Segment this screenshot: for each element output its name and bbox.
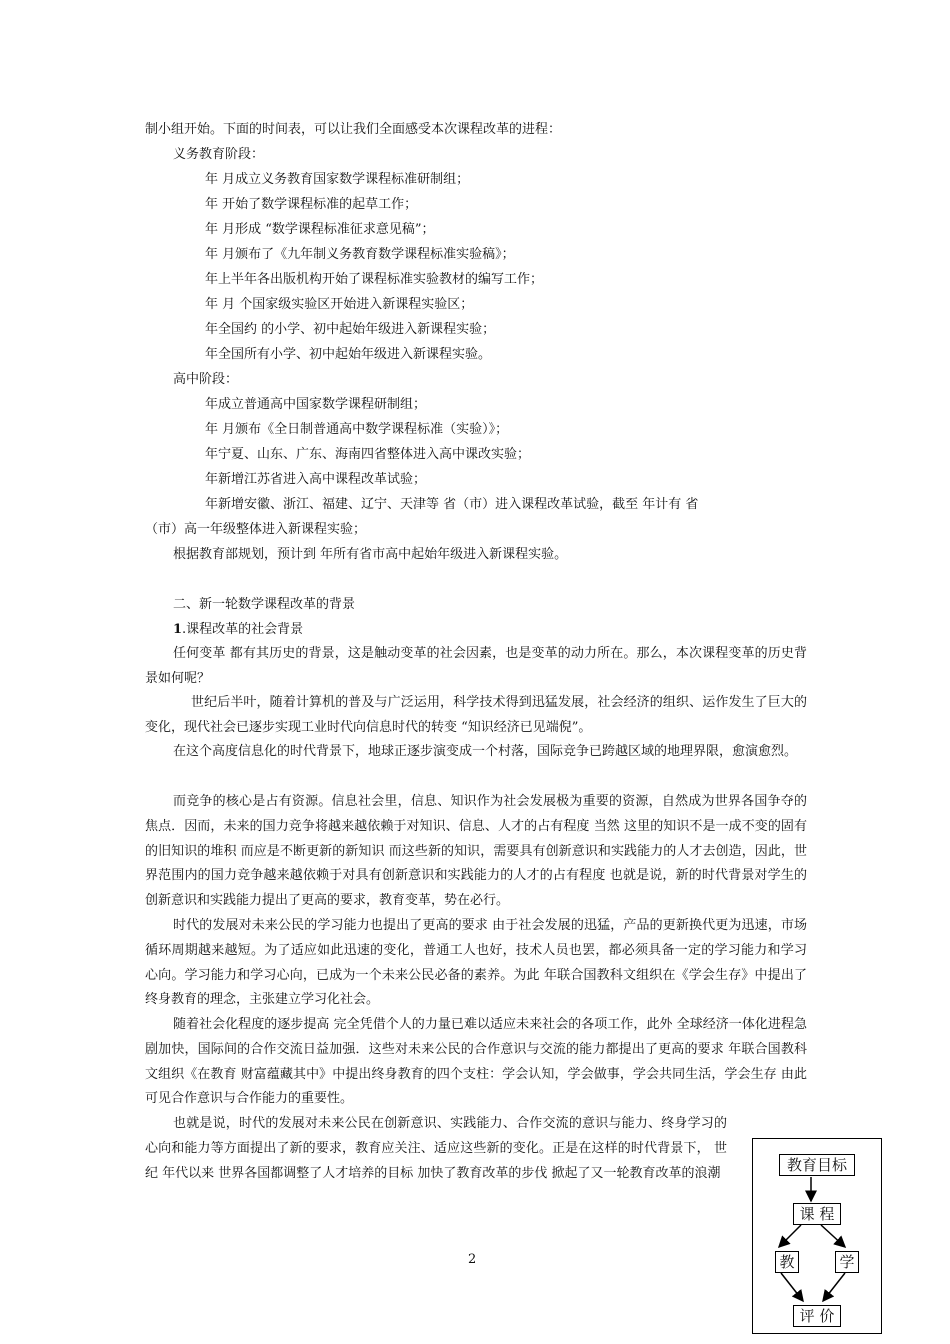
education-cycle-diagram xyxy=(752,1138,882,1334)
timeline-item: 年全国所有小学、初中起始年级进入新课程实验。 xyxy=(205,347,492,362)
timeline-item: 年宁夏、山东、广东、海南四省整体进入高中课改实验； xyxy=(205,447,531,462)
subsection-number: 1 xyxy=(173,622,183,637)
paragraph: 世纪后半叶，随着计算机的普及与广泛运用，科学技术得到迅猛发展，社会经济的组织、运作发生了巨大的变化，现代社会已逐步实现工业时代向信息时代的转变 “知识经济已见端倪”。 xyxy=(145,695,807,735)
timeline-item: 年 月成立义务教育国家数学课程标准研制组； xyxy=(205,172,470,187)
paragraph: 也就是说，时代的发展对未来公民在创新意识、实践能力、合作交流的意识与能力、终身学习的心向和能力等方面提出了新的要求，教育应关注、适应这些新的变化。正是在这样的时代背景下， 世纪 年代以来 世界各国都调整了人才培养的目标 加快了教育改革的步伐 掀起了又一轮教育改革的浪潮 xyxy=(145,1116,727,1181)
stage-heading-highschool: 高中阶段： xyxy=(173,372,239,387)
timeline-item: 年 开始了数学课程标准的起草工作； xyxy=(205,197,418,212)
timeline-item: 年全国约 的小学、初中起始年级进入新课程实验； xyxy=(205,322,496,337)
section-title: 二、新一轮数学课程改革的背景 xyxy=(173,597,356,612)
node-teach: 教 xyxy=(775,1251,799,1273)
timeline-item: 年 月形成 “数学课程标准征求意见稿”； xyxy=(205,222,435,237)
paragraph: 随着社会化程度的逐步提高 完全凭借个人的力量已难以适应未来社会的各项工作，此外 全球经济一体化进程急剧加快，国际间的合作交流日益加强．这些对未来公民的合作意识与交流的能力都提出了更高的要求 年联合国教科文组织《在教育 财富蕴藏其中》中提出终身教育的四个支柱：学会认知，学会做事，学会共同生活，学会生存 由此可见合作意识与合作能力的重要性。 xyxy=(145,1017,807,1107)
node-evaluation: 评 价 xyxy=(793,1305,841,1327)
text-line: 制小组开始。下面的时间表，可以让我们全面感受本次课程改革的进程： xyxy=(145,122,562,137)
paragraph: 时代的发展对未来公民的学习能力也提出了更高的要求 由于社会发展的迅猛，产品的更新换代更为迅速，市场循环周期越来越短。为了适应如此迅速的变化，普通工人也好，技术人员也罢，都必须具备一定的学习能力和学习心向。学习能力和学习心向，已成为一个未来公民必备的素养。为此 年联合国教科文组织在《学会生存》中提出了终身教育的理念，主张建立学习化社会。 xyxy=(145,918,807,1008)
timeline-item-continued: （市）高一年级整体进入新课程实验； xyxy=(145,522,367,537)
node-learn: 学 xyxy=(835,1251,859,1273)
paragraph: 在这个高度信息化的时代背景下，地球正逐步演变成一个村落，国际竞争已跨越区域的地理界限，愈演愈烈。 xyxy=(173,744,798,759)
subsection-title xyxy=(173,622,303,638)
arrow-learn-to-eval xyxy=(823,1273,845,1301)
timeline-item: 年 月颁布《全日制普通高中数学课程标准（实验）》； xyxy=(205,422,509,437)
timeline-item: 年成立普通高中国家数学课程研制组； xyxy=(205,397,427,412)
page-number: 2 xyxy=(468,1252,477,1267)
arrow-teach-to-eval xyxy=(781,1273,803,1301)
timeline-item: 年上半年各出版机构开始了课程标准实验教材的编写工作； xyxy=(205,272,544,287)
node-education-goal: 教育目标 xyxy=(779,1154,855,1176)
stage-heading-compulsory: 义务教育阶段： xyxy=(173,147,265,162)
timeline-item: 年 月颁布了《九年制义务教育数学课程标准实验稿》； xyxy=(205,247,515,262)
text-line: 根据教育部规划，预计到 年所有省市高中起始年级进入新课程实验。 xyxy=(173,547,568,562)
arrow-course-to-learn xyxy=(821,1225,845,1247)
node-course: 课 程 xyxy=(793,1203,841,1225)
timeline-item: 年 月 个国家级实验区开始进入新课程实验区； xyxy=(205,297,474,312)
paragraph: 任何变革 都有其历史的背景，这是触动变革的社会因素，也是变革的动力所在。那么，本次课程变革的历史背景如何呢？ xyxy=(145,646,807,686)
paragraph: 而竞争的核心是占有资源。信息社会里，信息、知识作为社会发展极为重要的资源，自然成为世界各国争夺的焦点．因而，未来的国力竞争将越来越依赖于对知识、信息、人才的占有程度 当然 这里的知识不是一成不变的固有的旧知识的堆积 而应是不断更新的新知识 而这些新的知识，需要具有创新意识和实践能力的人才去创造，因此，世界范围内的国力竞争越来越依赖于对具有创新意识和实践能力的人才的占有程度 也就是说，新的时代背景对学生的创新意识和实践能力提出了更高的要求，教育变革，势在必行。 xyxy=(145,794,807,909)
arrow-course-to-teach xyxy=(779,1225,801,1247)
timeline-item: 年新增江苏省进入高中课程改革试验； xyxy=(205,472,427,487)
subsection-title-text: .课程改革的社会背景 xyxy=(182,622,304,637)
timeline-item: 年新增安徽、浙江、福建、辽宁、天津等 省（市）进入课程改革试验，截至 年计有 省 xyxy=(205,497,699,512)
